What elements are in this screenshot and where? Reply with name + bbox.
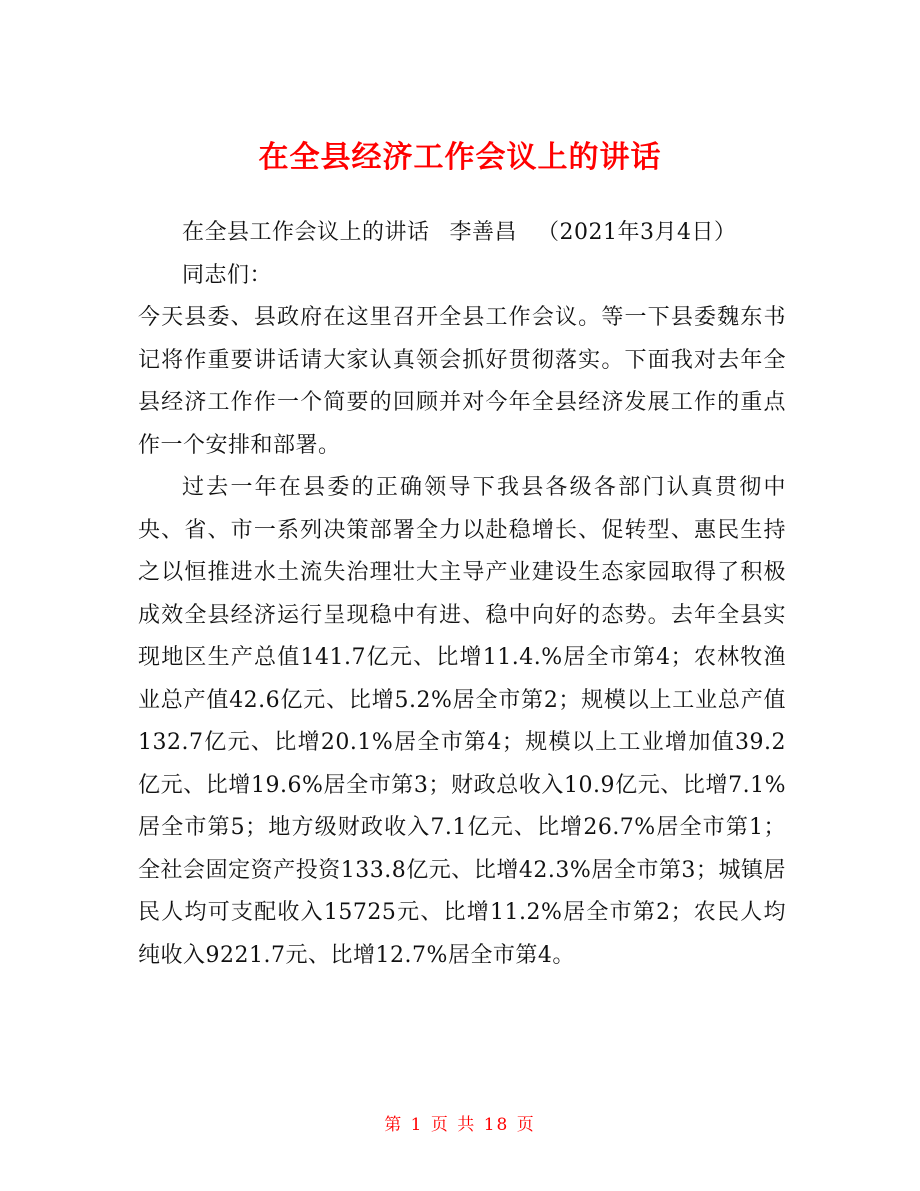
document-title: 在全县经济工作会议上的讲话 bbox=[258, 140, 662, 176]
paragraph-review: 过去一年在县委的正确领导下我县各级各部门认真贯彻中央、省、市一系列决策部署全力以赴稳增长、促转型、惠民生持之以恒推进水土流失治理壮大主导产业建设生态家园取得了积极成效全县经济运行呈现稳中有进、稳中向好的态势。去年全县实现地区生产总值141.7亿元、比增11.4.%居全市第4；农林牧渔业总产值42.6亿元、比增5.2%居全市第2；规模以上工业总产值132.7亿元、比增20.1%居全市第4；规模以上工业增加值39.2亿元、比增19.6%居全市第3；财政总收入10.9亿元、比增7.1%居全市第5；地方级财政收入7.1亿元、比增26.7%居全市第1；全社会固定资产投资133.8亿元、比增42.3%居全市第3；城镇居民人均可支配收入15725元、比增11.2%居全市第2；农民人均纯收入9221.7元、比增12.7%居全市第4。 bbox=[138, 475, 786, 968]
page-number: 第 1 页 共 18 页 bbox=[384, 1115, 536, 1135]
byline-heading: 在全县工作会议上的讲话 bbox=[182, 220, 430, 245]
paragraph-intro: 今天县委、县政府在这里召开全县工作会议。等一下县委魏东书记将作重要讲话请大家认真领会抓好贯彻落实。下面我对去年全县经济工作作一个简要的回顾并对今年全县经济发展工作的重点作一个安排和部署。 bbox=[138, 305, 786, 458]
byline-speaker: 李善昌 bbox=[449, 220, 518, 245]
byline bbox=[138, 212, 786, 255]
byline-date: （2021年3月4日） bbox=[537, 220, 737, 245]
document-body bbox=[138, 212, 786, 977]
salutation: 同志们： bbox=[182, 262, 273, 288]
